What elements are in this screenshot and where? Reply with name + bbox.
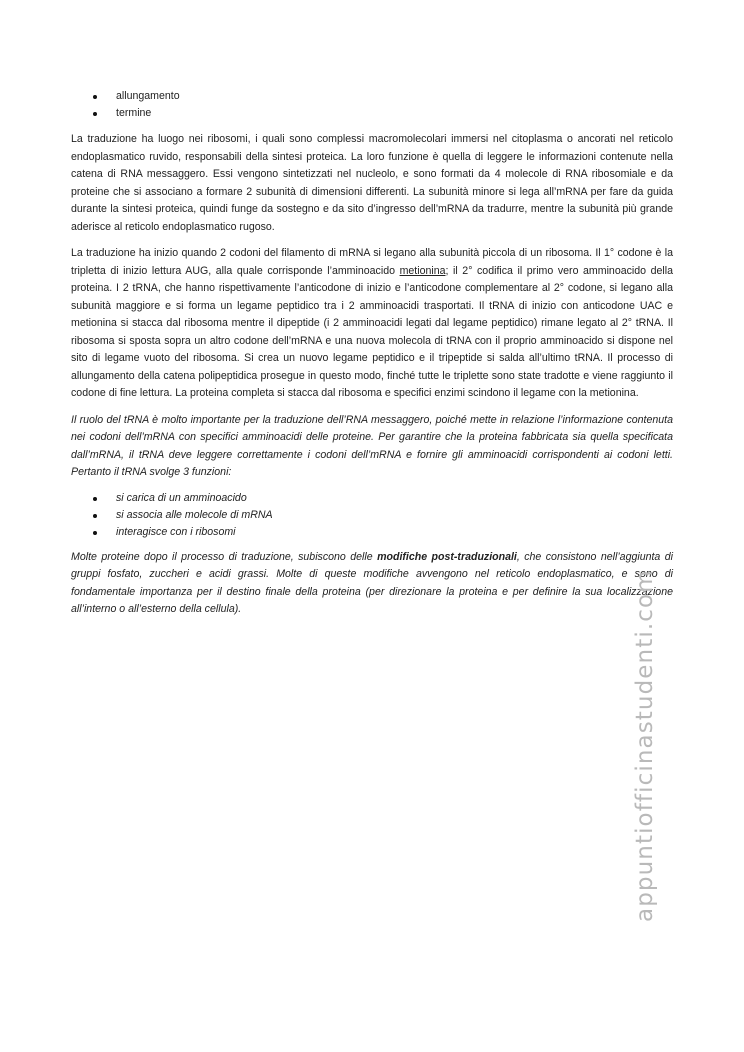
list-item-text: termine <box>116 107 152 119</box>
phase-list <box>71 88 673 122</box>
list-item-text: interagisce con i ribosomi <box>116 525 236 538</box>
list-item <box>71 88 673 105</box>
paragraph-text: ; il 2° codifica il primo vero amminoacido della proteina. I 2 tRNA, che hanno rispettivamente l’anticodone di inizio e l’anticodone complementare al 2° codone, si legano alla subunità maggiore e si forma un legame peptidico tra i 2 amminoacidi trasportati. Il tRNA di inizio con anticodone UAC e metionina si stacca dal ribosoma mentre il dipeptide (i 2 amminoacidi legati dal legame peptidico) rimane legato al 2° tRNA. Il ribosoma si sposta sopra un altro codone dell’mRNA e una nuova molecola di tRNA con il proprio amminoacido si dispone nel sito di legame vuoto del ribosoma. Si crea un nuovo legame peptidico e il tripeptide si salda all’ultimo tRNA. Il processo di allungamento della catena polipeptidica prosegue in questo modo, finché tutte le triplette sono state tradotte e viene raggiunto il codone di fine lettura. La proteina completa si stacca dal ribosoma e specifici enzimi scindono il legame con la metionina. <box>71 264 674 399</box>
list-item-text: si associa alle molecole di mRNA <box>116 508 273 521</box>
paragraph-ribosomes: La traduzione ha luogo nei ribosomi, i quali sono complessi macromolecolari immersi nel citoplasma o ancorati nel reticolo endoplasmatico ruvido, responsabili della sintesi proteica. La loro funzione è quella di leggere le informazioni contenute nella catena di RNA messaggero. Essi vengono sintetizzati nel nucleolo, e sono formati da 4 molecole di RNA ribosomiale e da proteine che si associano a formare 2 subunità di dimensioni differenti. La subunità minore si lega all’mRNA per fare da guida durante la sintesi proteica, quindi funge da sostegno e da sito d’ingresso dell’mRNA da tradurre, mentre la subunità più grande aderisce al reticolo endoplasmatico rugoso. <box>71 133 673 233</box>
list-item-text: allungamento <box>116 90 180 102</box>
list-item <box>71 524 673 541</box>
paragraph-text: Molte proteine dopo il processo di traduzione, subiscono delle <box>71 550 378 563</box>
paragraph-text: La traduzione ha inizio quando 2 codoni del filamento di mRNA si legano alla subunità piccola di un ribosoma. Il 1° codone è la tripletta di inizio lettura AUG, alla quale corrisponde l’amminoacido <box>71 247 673 277</box>
trna-functions-list <box>71 490 673 541</box>
paragraph-post-translational <box>71 549 673 619</box>
paragraph-trna-role: Il ruolo del tRNA è molto importante per la traduzione dell’RNA messaggero, poiché mette in relazione l’informazione contenuta nei codoni dell’mRNA con specifici amminoacidi delle proteine. Per garantire che la proteina fabbricata sia quella specificata dall’mRNA, il tRNA deve leggere correttamente i codoni dell’mRNA e fornire gli amminoacidi corrispondenti ai codoni letti. Pertanto il tRNA svolge 3 funzioni: <box>71 413 673 478</box>
list-item <box>71 507 673 524</box>
watermark <box>566 569 726 922</box>
list-item <box>71 490 673 507</box>
document-page <box>71 88 673 619</box>
bullet-icon <box>93 514 97 518</box>
bullet-icon <box>93 95 97 99</box>
paragraph-text: , che consistono nell’aggiunta di gruppi fosfato, zuccheri e acidi grassi. Molte di queste modifiche avvengono nel reticolo endoplasmatico, e sono di fondamentale importanza per il destino finale della proteina (per direzionare la proteina e per definire la sua localizzazione all’interno o all’esterno della cellula). <box>71 550 674 615</box>
bold-term: modifiche post-traduzionali <box>377 550 517 563</box>
list-item <box>71 105 673 122</box>
bullet-icon <box>93 531 97 535</box>
list-item-text: si carica di un amminoacido <box>116 491 247 504</box>
underlined-term: metionina <box>399 264 446 277</box>
bullet-icon <box>93 497 97 501</box>
bullet-icon <box>93 112 97 116</box>
watermark-text: appuntiofficinastudenti.com <box>632 569 658 922</box>
paragraph-translation-start <box>71 245 673 403</box>
